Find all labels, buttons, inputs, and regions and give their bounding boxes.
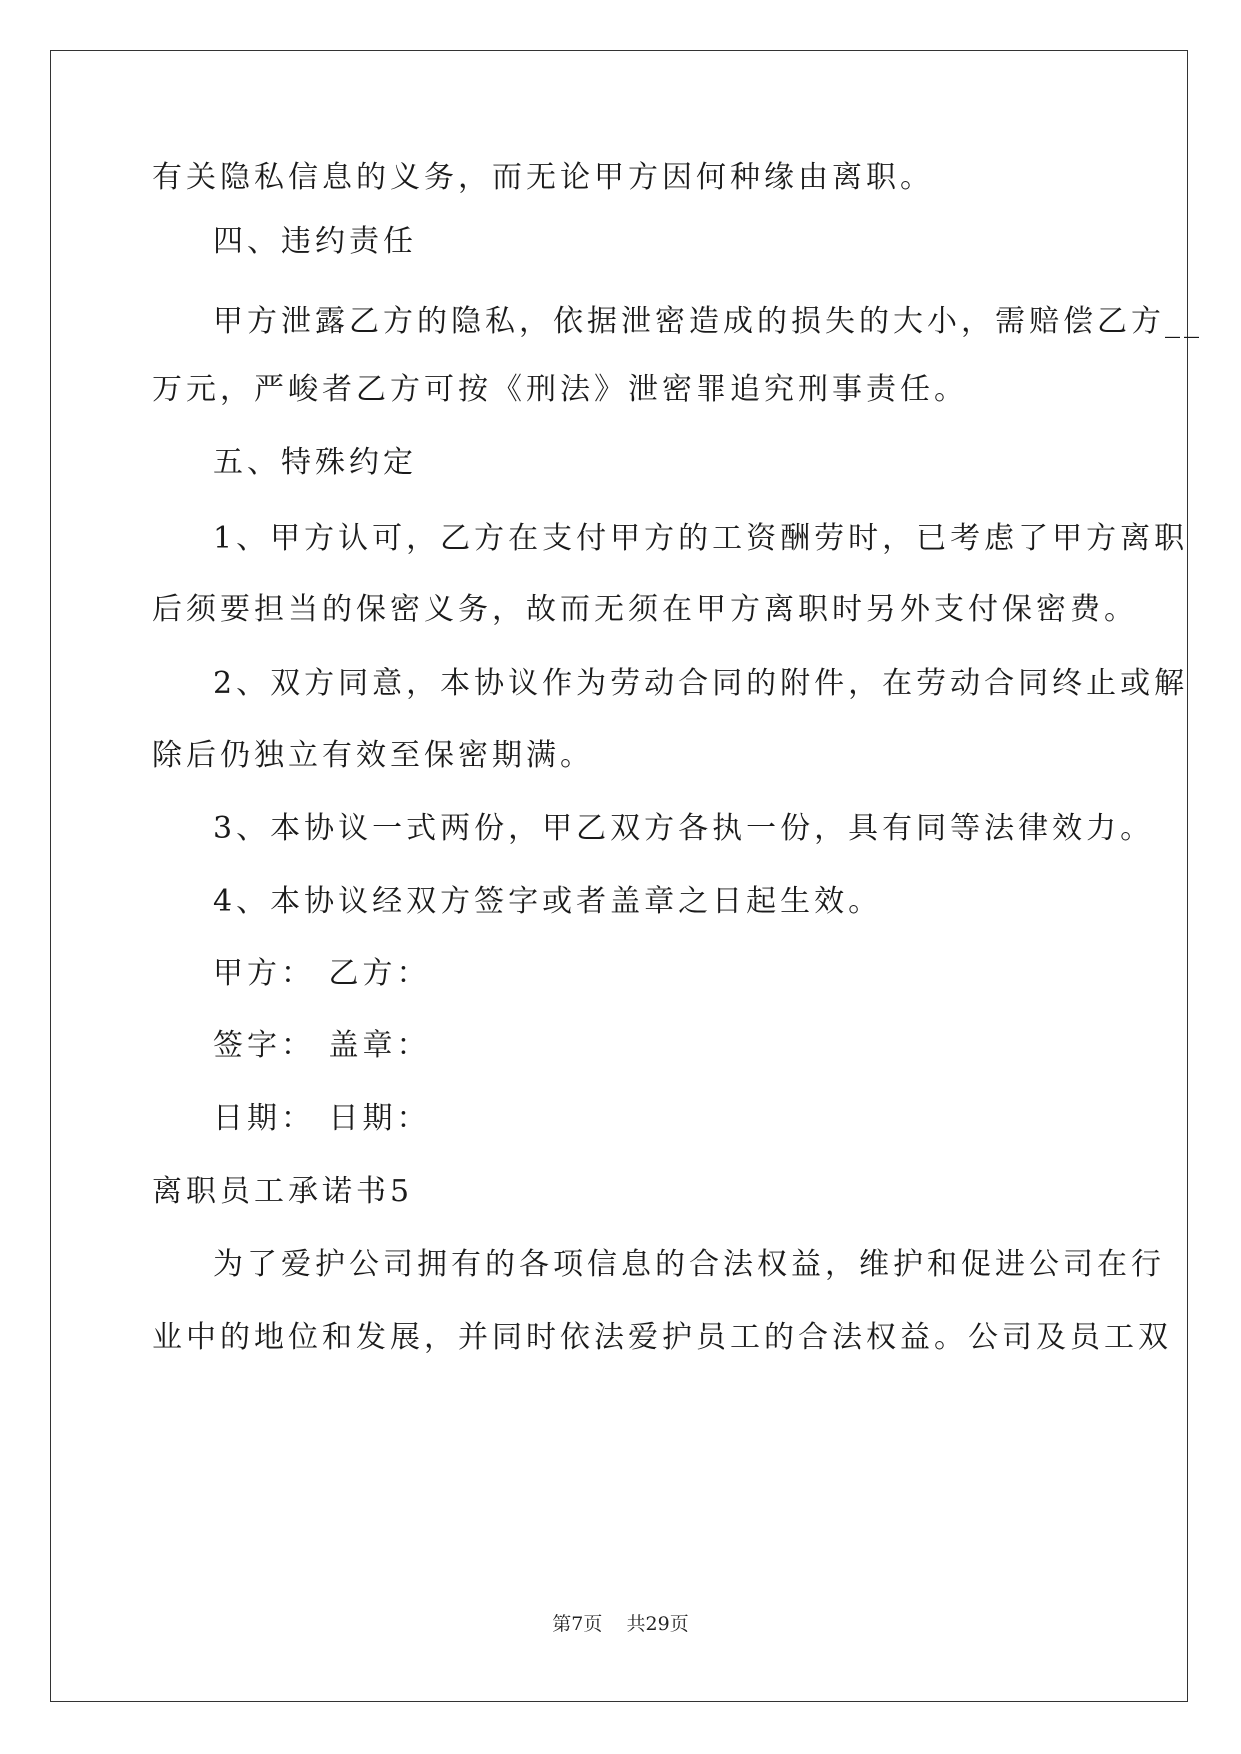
page-footer	[0, 1612, 1241, 1636]
party-line: 甲方： 乙方：	[213, 956, 431, 991]
page-border	[50, 50, 1188, 1702]
section-heading-4: 四、违约责任	[213, 224, 417, 259]
page-total: 共29页	[626, 1613, 689, 1635]
body-line-3: 甲方泄露乙方的隐私，依据泄密造成的损失的大小，需赔偿乙方__	[213, 304, 1203, 339]
intro-line-2: 业中的地位和发展，并同时依法爱护员工的合法权益。公司及员工双	[152, 1320, 1172, 1355]
document-title: 离职员工承诺书5	[152, 1174, 414, 1209]
clause-1-line-2: 后须要担当的保密义务，故而无须在甲方离职时另外支付保密费。	[152, 592, 1138, 627]
body-line-1: 有关隐私信息的义务，而无论甲方因何种缘由离职。	[152, 160, 934, 195]
clause-2-line-1: 2、双方同意，本协议作为劳动合同的附件，在劳动合同终止或解	[213, 666, 1189, 701]
clause-4: 4、本协议经双方签字或者盖章之日起生效。	[213, 884, 883, 919]
page-number: 第7页	[552, 1613, 603, 1635]
clause-3: 3、本协议一式两份，甲乙双方各执一份，具有同等法律效力。	[213, 811, 1155, 846]
section-heading-5: 五、特殊约定	[213, 445, 417, 480]
clause-1-line-1: 1、甲方认可，乙方在支付甲方的工资酬劳时，已考虑了甲方离职	[213, 521, 1189, 556]
body-line-4: 万元，严峻者乙方可按《刑法》泄密罪追究刑事责任。	[152, 372, 968, 407]
clause-2-line-2: 除后仍独立有效至保密期满。	[152, 738, 594, 773]
signature-line: 签字： 盖章：	[213, 1028, 431, 1063]
date-line: 日期： 日期：	[213, 1101, 431, 1136]
intro-line-1: 为了爱护公司拥有的各项信息的合法权益，维护和促进公司在行	[213, 1247, 1165, 1282]
